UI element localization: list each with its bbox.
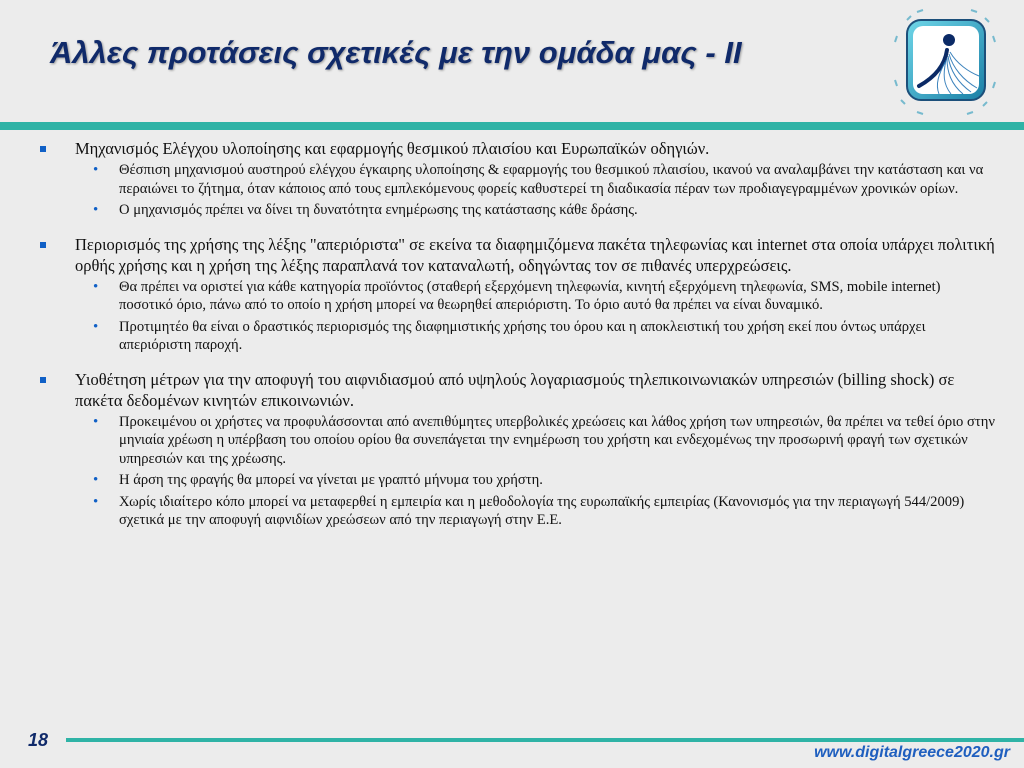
sub-bullet-text: Ο μηχανισμός πρέπει να δίνει τη δυνατότητα ενημέρωσης της κατάστασης κάθε δράσης. [119,202,638,218]
slide-title: Άλλες προτάσεις σχετικές με την ομάδα μας - II [50,35,742,70]
bullet-text: Μηχανισμός Ελέγχου υλοποίησης και εφαρμογής θεσμικού πλαισίου και Ευρωπαϊκών οδηγιών. [75,139,710,158]
sub-bullet-text: Θέσπιση μηχανισμού αυστηρού ελέγχου έγκαιρης υλοποίησης & εφαρμογής του θεσμικού πλαισίου, ικανού να αναλαμβάνει την κατάσταση και να περαιώνει το ζήτημα, όταν κάποιος από τους εμπλεκόμενους φορείς καθυστερεί τη διαδικασία πέραν των προδιαγεγραμμένων χρονικών ορίων. [119,162,984,197]
bullet-item [38,138,996,220]
title-underline [0,122,1024,130]
sub-bullet-text: Προτιμητέο θα είναι ο δραστικός περιορισμός της διαφημιστικής χρήσης του όρου και η αποκλειστική του χρήση εκεί που όντως υπάρχει απεριόριστη παροχή. [119,318,926,353]
bullet-item [38,369,996,530]
sub-bullet-list [75,413,996,530]
sub-bullet-item [93,318,996,355]
sub-bullet-text: Χωρίς ιδιαίτερο κόπο μπορεί να μεταφερθεί η εμπειρία και η μεθοδολογία της ευρωπαϊκής εμπειρίας (Κανονισμός για την περιαγωγή 544/2009) σχετικά με την αποφυγή αιφνιδίων χρεώσεων από την περιαγωγή στην Ε.Ε. [119,493,965,528]
digital-greece-logo [893,6,999,116]
square-bullet-icon [40,377,46,383]
square-bullet-icon [40,146,46,152]
sub-bullet-list [75,278,996,355]
bullet-text: Περιορισμός της χρήσης της λέξης "απεριόριστα" σε εκείνα τα διαφημιζόμενα πακέτα τηλεφωνίας και internet στα οποία υπάρχει πολιτική ορθής χρήσης και η χρήση της λέξης παραπλανά τον καταναλωτή, οδηγώντας τον σε πιθανές υπερχρεώσεις. [75,234,995,275]
sub-bullet-item [93,201,996,220]
square-bullet-icon [40,242,46,248]
sub-bullet-text: Η άρση της φραγής θα μπορεί να γίνεται με γραπτό μήνυμα του χρήστη. [119,472,543,488]
sub-bullet-text: Θα πρέπει να οριστεί για κάθε κατηγορία προϊόντος (σταθερή εξερχόμενη τηλεφωνία, κινητή εξερχόμενη τηλεφωνία, SMS, mobile internet) ποσοτικό όριο, πάνω από το οποίο η χρήση μπορεί να θεωρηθεί απεριόριστη. Το όριο αυτό θα πρέπει να είναι δυναμικό. [119,278,941,313]
dot-bullet-icon: • [93,472,99,488]
dot-bullet-icon: • [93,202,99,218]
dot-bullet-icon: • [93,162,99,178]
sub-bullet-text: Προκειμένου οι χρήστες να προφυλάσσονται από ανεπιθύμητες υπερβολικές χρεώσεις και λάθος χρήση των υπηρεσιών, θα πρέπει να τεθεί όριο στην μηνιαία χρέωση η υπέρβαση του οποίου ορίου θα συνεπάγεται την ενημέρωση του χρήστη και ενδεχομένως την προσωρινή φραγή των σχετικών υπηρεσιών και της χρέωσης. [119,413,995,467]
footer-url[interactable]: www.digitalgreece2020.gr [814,744,1010,761]
sub-bullet-item [93,161,996,198]
footer-line [66,738,1024,742]
sub-bullet-item [93,493,996,530]
sub-bullet-list [75,161,996,220]
sub-bullet-item [93,471,996,490]
dot-bullet-icon: • [93,278,99,295]
slide-content [38,138,996,544]
bullet-item [38,234,996,355]
sub-bullet-item [93,413,996,469]
sub-bullet-item [93,278,996,315]
dot-bullet-icon: • [93,318,99,335]
page-number: 18 [28,730,49,750]
dot-bullet-icon: • [93,493,99,510]
bullet-text: Υιοθέτηση μέτρων για την αποφυγή του αιφνιδιασμού από υψηλούς λογαριασμούς τηλεπικοινωνιακών υπηρεσιών (billing shock) σε πακέτα δεδομένων κινητών επικοινωνιών. [75,369,955,410]
dot-bullet-icon: • [93,413,99,430]
